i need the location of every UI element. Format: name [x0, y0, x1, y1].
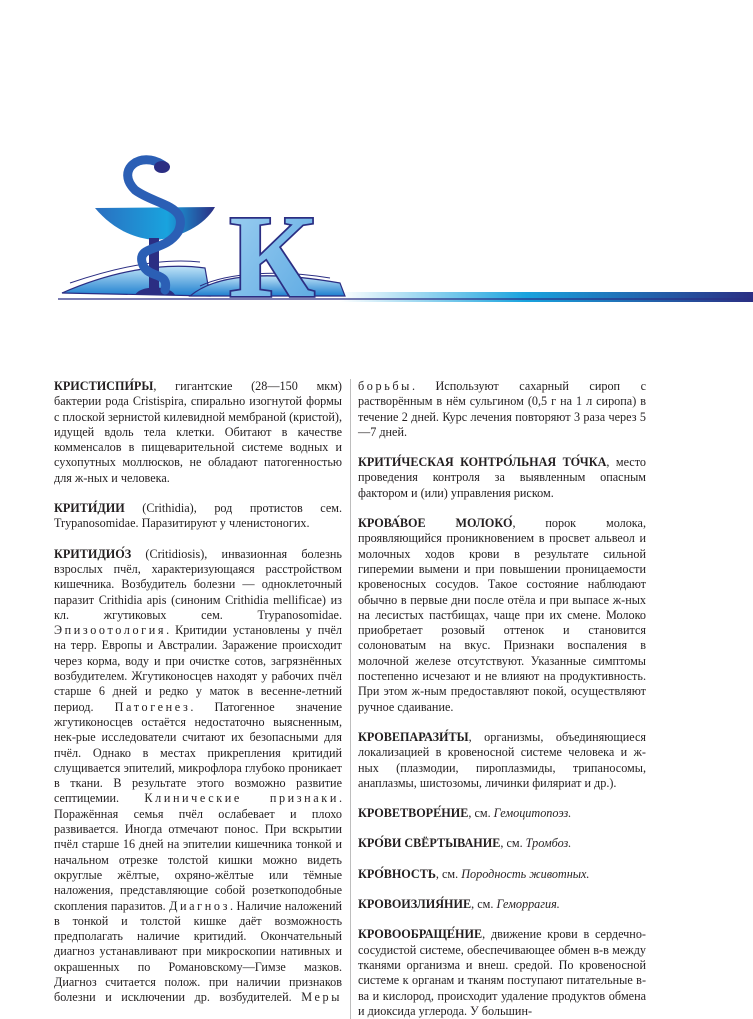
article-columns: [54, 379, 646, 1019]
entry-headword: КРОВОИЗЛИЯ́НИЕ: [358, 897, 472, 912]
entry-text: , движение крови в сердечно-сосудистой системе, обеспечивающее обмен в-в между тканями организма и внеш. средой. По кровеносной системе к органам и тканям поступают питательные в-ва и кислород, происходит удаление продуктов обмена и диоксида углерода. У большин-: [358, 927, 646, 1018]
entry-text: . Используют сахарный сироп с растворённым в нём сульгином (0,5 г на 1 л сиропа) в течение 2 дней. Курс лечения повторяют 3 раза через 5—7 дней.: [358, 379, 646, 439]
entry-text: , см.: [435, 866, 462, 881]
entry-text: . Критидии установлены у пчёл на терр. Европы и Австралии. Заражение происходит через корма, воду и при очистке сотов, загрязнённых возбудителем. Жгутиконосцев находят у рабочих пчёл старше 6 дней и редко у маток в весенне-летний период.: [54, 623, 342, 714]
entry-text: , см.: [500, 836, 526, 851]
entry-headword: КРИТИ́ДИИ: [54, 501, 125, 516]
entry-text: . Поражённая семья пчёл ослабевает и плохо развивается. Иногда отмечают понос. При вскрытии пчёл старше 16 дней на эпителии кишечника тонкой и начальном отрезке толстой кишки можно видеть округлые жёлтые, охряно-жёлтые или тёмные наложения, представляющие собой розеткоподобные скопления паразитов.: [54, 791, 342, 913]
letter-k: К: [229, 191, 315, 310]
dictionary-entry: [358, 730, 646, 791]
letter-k-logo: [229, 191, 315, 310]
dictionary-entry: [358, 897, 646, 912]
entry-text: , организмы, объединяющиеся локализацией в кровеносной системе человека и ж-ных (плазмодии, пироплазмиды, трипаносомы, анаплазмы, шистозомы, личинки филяриат и др.).: [358, 729, 646, 790]
entry-headword: КРО́ВИ СВЁРТЫВАНИЕ: [358, 836, 501, 851]
entry-text: (Critidiosis), инвазионная болезнь взрослых пчёл, характеризующаяся расстройством кишечника. Возбудитель болезни — одноклеточный паразит Crithidia apis (синоним Crithidia mellificae) из кл. жгутиковых сем. Trypanosomidae.: [54, 546, 342, 622]
entry-cross-reference: Породность животных.: [461, 866, 590, 881]
entry-subheading: Эпизоотология: [54, 623, 167, 638]
entry-subheading: Клинические признаки: [144, 791, 339, 806]
dictionary-entry: [358, 455, 646, 501]
entry-headword: КРОВООБРАЩЕ́НИЕ: [358, 927, 483, 942]
entry-text: , порок молока, проявляющийся проникновением в просвет альвеол и молочных ходов крови в результате сильной гиперемии вымени и при повышении проницаемости кровеносных сосудов. Такое состояние наблюдают обычно в первые дни после отёла и при выпасе ж-ных на лесистых пастбищах, чаще при их смене. Молоко приобретает розовый оттенок и становится солоноватым на вкус. Признаки воспаления в молочной железе отсутствуют. Указанные симптомы постепенно исчезают и не влияют на продуктивность. При этом ж-ным предоставляют покой, осуществляют ручное сдаивание.: [358, 516, 646, 714]
entry-text: , см.: [468, 806, 494, 821]
entry-text: , гигантские (28—150 мкм) бактерии рода Cristispira, спирально изогнутой формы с плоской зернистой килевидной мембраной (кристой), идущей вдоль тела клетки. Обитают в качестве комменсалов в пищеварительной системе водных и сухопутных моллюсков, не обладают патогенностью для ж-ных и человека.: [54, 379, 342, 485]
entry-headword: КРИСТИСПИ́РЫ: [54, 379, 154, 393]
entry-headword: КРОВА́ВОЕ МОЛОКО́: [358, 516, 513, 531]
entry-headword: КРОВЕПАРАЗИ́ТЫ: [358, 729, 469, 744]
entry-subheading: Диагноз: [169, 898, 230, 913]
entry-text: (Crithidia), род протистов сем. Trypanosomidae. Паразитируют у членистоногих.: [54, 501, 342, 531]
dictionary-entry: [358, 806, 646, 821]
entry-headword: КРИТИ́ЧЕСКАЯ КОНТРО́ЛЬНАЯ ТО́ЧКА: [358, 455, 607, 470]
entry-headword: КРОВЕТВОРЕ́НИЕ: [358, 806, 469, 821]
dictionary-entry: [54, 379, 342, 486]
entry-text: . Наличие наложений в тонкой и толстой кишке даёт возможность предполагать наличие критидий. Окончательный диагноз устанавливают при микроскопии нативных и окрашенных по Романовскому—Гимзе мазков. Диагноз считается полож. при наличии признаков болезни и исключении др. возбудителей.: [54, 898, 342, 1005]
entry-text: , место проведения контроля за выявленным опасным фактором и (или) управления риском.: [358, 455, 646, 500]
entry-cross-reference: Гемоцитопоэз.: [493, 806, 572, 821]
dictionary-entry: [358, 516, 646, 715]
entry-subheading: Патогенез: [114, 699, 191, 714]
entry-headword: КРИТИДИО́З: [54, 546, 132, 561]
dictionary-entry: [358, 927, 646, 1019]
entry-cross-reference: Геморрагия.: [496, 897, 560, 912]
entry-cross-reference: Тромбоз.: [525, 836, 572, 851]
dictionary-entry: [358, 867, 646, 882]
section-letter-header: [0, 140, 753, 310]
dictionary-entry: [358, 836, 646, 851]
entry-text: , см.: [471, 897, 497, 912]
entry-subheading: Меры борьбы: [301, 379, 412, 1005]
entry-headword: КРО́ВНОСТЬ: [358, 866, 436, 881]
entry-text: . Патогенное значение жгутиконосцев остаётся недостаточно выясненным, нек-рые исследователи считают их безопасными для пчёл. Однако в местах прикрепления критидий слущивается эпителий, микрофлора глубоко проникает в ткани. В результате этого возможно развитие септицемии.: [54, 699, 342, 806]
dictionary-entry: [54, 501, 342, 532]
